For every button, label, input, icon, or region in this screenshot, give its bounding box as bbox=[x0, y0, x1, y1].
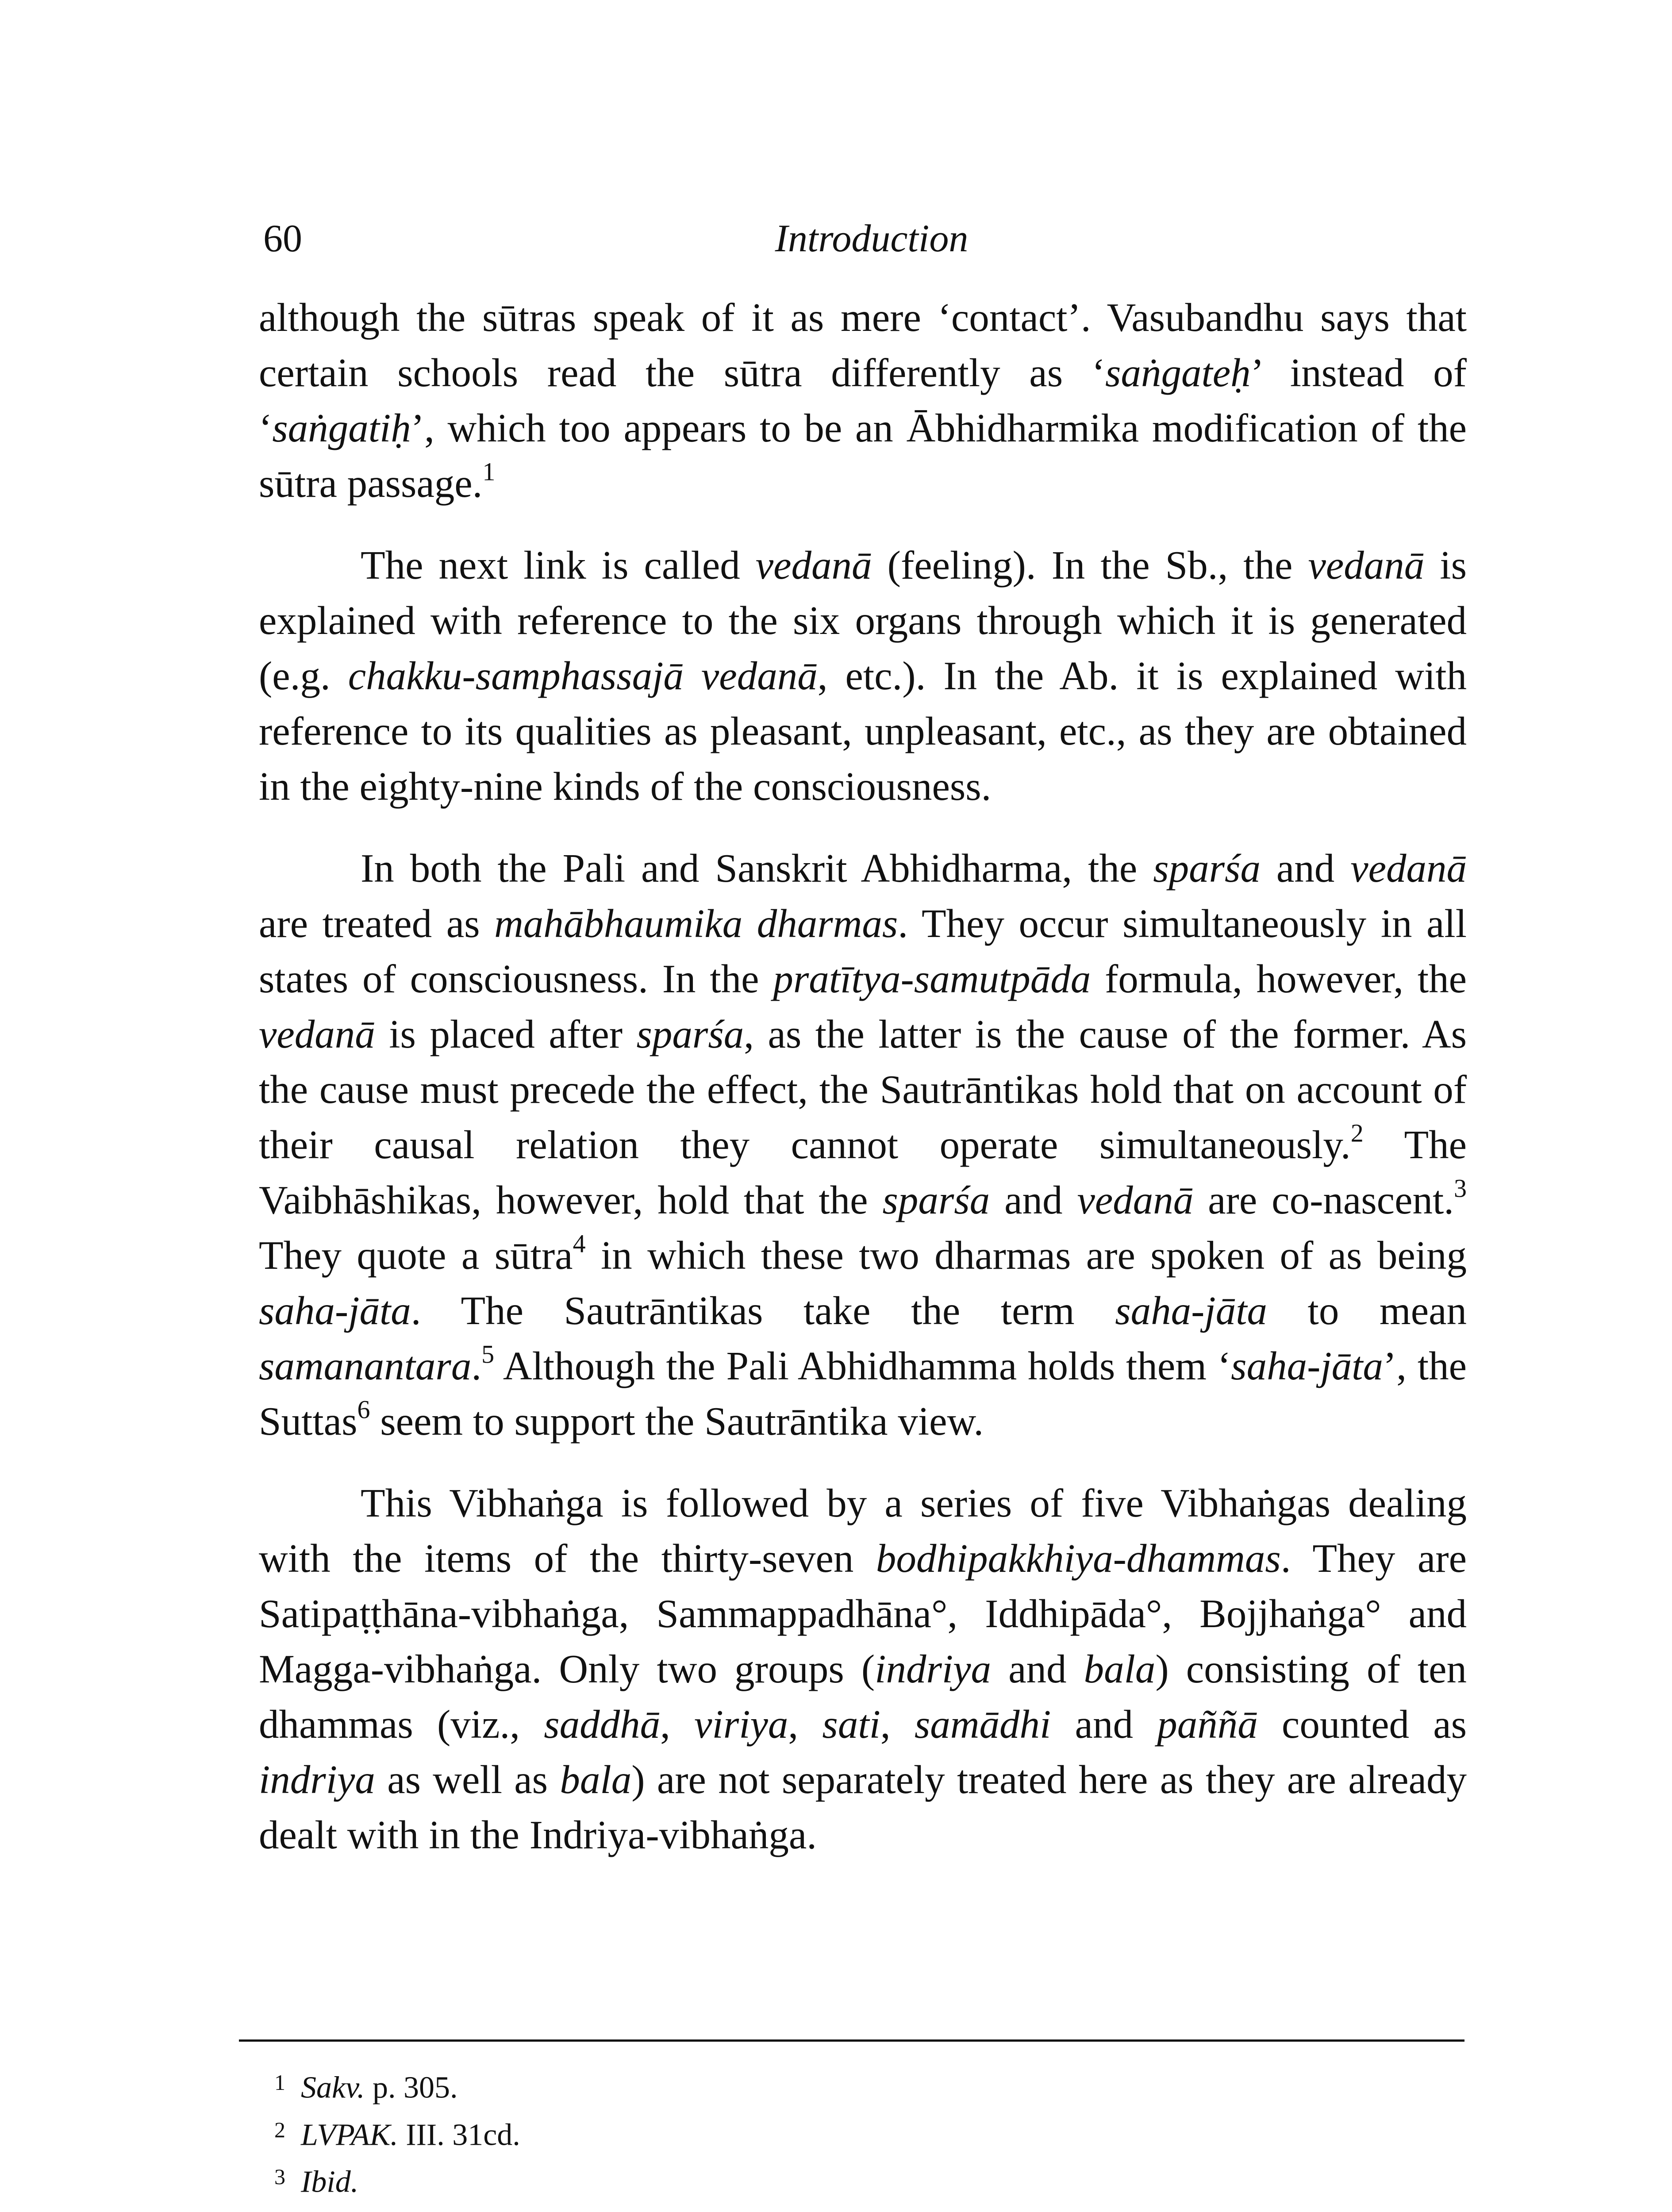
italic-term: sparśa bbox=[636, 1012, 744, 1056]
italic-term: vedanā bbox=[1350, 846, 1467, 891]
text-run: , bbox=[880, 1702, 915, 1747]
italic-term: mahābhaumika dharmas bbox=[494, 901, 898, 946]
footnote-source: LVPAK. bbox=[301, 2118, 398, 2152]
text-run: are treated as bbox=[259, 901, 495, 946]
italic-term: sati bbox=[822, 1702, 880, 1747]
italic-term: viriya bbox=[694, 1702, 788, 1747]
paragraph bbox=[259, 538, 1467, 814]
footnotes bbox=[274, 2062, 1425, 2212]
italic-term: saddhā bbox=[544, 1702, 661, 1747]
text-run: They quote a sūtra bbox=[259, 1233, 573, 1278]
footnote-reference: 4 bbox=[573, 1229, 586, 1258]
text-run: as well as bbox=[375, 1757, 560, 1802]
italic-term: paññā bbox=[1157, 1702, 1258, 1747]
footnote-reference: 3 bbox=[1454, 1174, 1467, 1203]
italic-term: bala bbox=[1084, 1647, 1156, 1691]
text-run: counted as bbox=[1257, 1702, 1467, 1747]
text-run: although the sūtras speak of it as mere ‘contact’. Vasubandhu says that certain schools read the sūtra differently as ‘ bbox=[259, 295, 1467, 395]
text-run: is placed after bbox=[375, 1012, 637, 1056]
running-title: Introduction bbox=[775, 217, 969, 260]
italic-term: bala bbox=[560, 1757, 632, 1802]
footnote-reference: 5 bbox=[481, 1340, 495, 1369]
text-run: The Vaibhāshikas, however, hold that the bbox=[259, 1122, 1467, 1222]
italic-term: indriya bbox=[875, 1647, 992, 1691]
italic-term: indriya bbox=[259, 1757, 375, 1802]
text-run: ’, which too appears to be an Ābhidharmika modification of the sūtra passage. bbox=[259, 406, 1467, 506]
footnote-mark: 1 bbox=[274, 2070, 285, 2095]
italic-term: chakku-samphassajā vedanā bbox=[348, 653, 818, 698]
text-run: is explained with reference to the six organs through which it is generated (e.g. bbox=[259, 543, 1467, 698]
text-run: and bbox=[990, 1178, 1077, 1222]
footnote-detail: III. 31cd. bbox=[398, 2118, 520, 2152]
italic-term: samanantara bbox=[259, 1344, 472, 1388]
text-run: , bbox=[788, 1702, 823, 1747]
italic-term: vedanā bbox=[259, 1012, 375, 1056]
text-run: . The Sautrāntikas take the term bbox=[411, 1288, 1115, 1333]
italic-term: saṅgatiḥ bbox=[272, 406, 411, 450]
footnote bbox=[274, 2156, 1425, 2203]
text-run: ’ instead of ‘ bbox=[259, 350, 1467, 450]
paragraph bbox=[259, 290, 1467, 511]
footnote-mark: 2 bbox=[274, 2117, 285, 2142]
footnote-reference: 1 bbox=[482, 457, 496, 486]
text-run: In both the Pali and Sanskrit Abhidharma, the bbox=[361, 846, 1153, 891]
footnote-mark bbox=[274, 2203, 301, 2212]
italic-term: vedanā bbox=[1308, 543, 1425, 588]
footnote bbox=[274, 2062, 1425, 2109]
text-run: The next link is called bbox=[361, 543, 756, 588]
italic-term: vedanā bbox=[1077, 1178, 1194, 1222]
text-run: This Vibhaṅga is followed by a series of five Vibhaṅgas dealing with the items of the thirty-seven bbox=[259, 1481, 1467, 1581]
footnote bbox=[274, 2109, 1425, 2156]
text-run: . They are Satipaṭṭhāna-vibhaṅga, Sammappadhāna°, Iddhipāda°, Bojjhaṅga° and Magga-vibhaṅga. Only two groups ( bbox=[259, 1536, 1467, 1691]
text-run: and bbox=[1051, 1702, 1157, 1747]
italic-term: pratītya-samutpāda bbox=[773, 956, 1091, 1001]
text-run: to mean bbox=[1267, 1288, 1467, 1333]
text-run: . They occur simultaneously in all states of consciousness. In the bbox=[259, 901, 1467, 1001]
text-run: ) consisting of ten dhammas (viz., bbox=[259, 1647, 1467, 1747]
body-text bbox=[259, 290, 1467, 1863]
italic-term: sparśa bbox=[1153, 846, 1261, 891]
italic-term: sparśa bbox=[882, 1178, 990, 1222]
footnote-mark: 3 bbox=[274, 2164, 285, 2189]
text-run: ) are not separately treated here as they are already dealt with in the Indriya-vibhaṅga. bbox=[259, 1757, 1467, 1857]
italic-term: saha-jāta bbox=[259, 1288, 411, 1333]
text-run: Although the Pali Abhidhamma holds them ‘ bbox=[494, 1344, 1231, 1388]
page-header bbox=[263, 212, 1480, 279]
italic-term: samādhi bbox=[914, 1702, 1051, 1747]
italic-term: saha-jāta bbox=[1231, 1344, 1383, 1388]
italic-term: bodhipakkhiya-dhammas bbox=[876, 1536, 1281, 1581]
italic-term: vedanā bbox=[755, 543, 872, 588]
footnote-divider bbox=[239, 2039, 1464, 2042]
text-run: ’, the Suttas bbox=[259, 1344, 1467, 1444]
footnote-detail: p. 305. bbox=[365, 2070, 458, 2105]
text-run: and bbox=[991, 1647, 1084, 1691]
text-run: seem to support the Sautrāntika view. bbox=[370, 1399, 984, 1444]
text-run: , bbox=[660, 1702, 695, 1747]
text-run: (feeling). In the Sb., the bbox=[872, 543, 1308, 588]
paragraph bbox=[259, 1475, 1467, 1863]
italic-term: saha-jāta bbox=[1115, 1288, 1267, 1333]
text-run: . bbox=[471, 1344, 482, 1388]
text-run: , etc.). In the Ab. it is explained with reference to its qualities as pleasant, unpleasant, etc., as they are obtained in the eighty-nine kinds of the consciousness. bbox=[259, 653, 1467, 809]
text-run: in which these two dharmas are spoken of as being bbox=[585, 1233, 1467, 1278]
footnote-source: Sakv. bbox=[301, 2070, 365, 2105]
footnote-reference: 6 bbox=[357, 1395, 370, 1424]
italic-term: saṅgateḥ bbox=[1105, 350, 1251, 395]
page-number: 60 bbox=[263, 217, 302, 260]
footnote-source: Ibid. bbox=[301, 2165, 359, 2199]
text-run: and bbox=[1260, 846, 1351, 891]
text-run: are co-nascent. bbox=[1193, 1178, 1454, 1222]
footnote bbox=[274, 2203, 1425, 2212]
text-run: formula, however, the bbox=[1091, 956, 1467, 1001]
paragraph bbox=[259, 841, 1467, 1449]
text-run: , as the latter is the cause of the former. As the cause must precede the effect, the Sautrāntikas hold that on account of their causal relation they cannot operate simultaneously. bbox=[259, 1012, 1467, 1167]
footnote-reference: 2 bbox=[1350, 1118, 1364, 1148]
